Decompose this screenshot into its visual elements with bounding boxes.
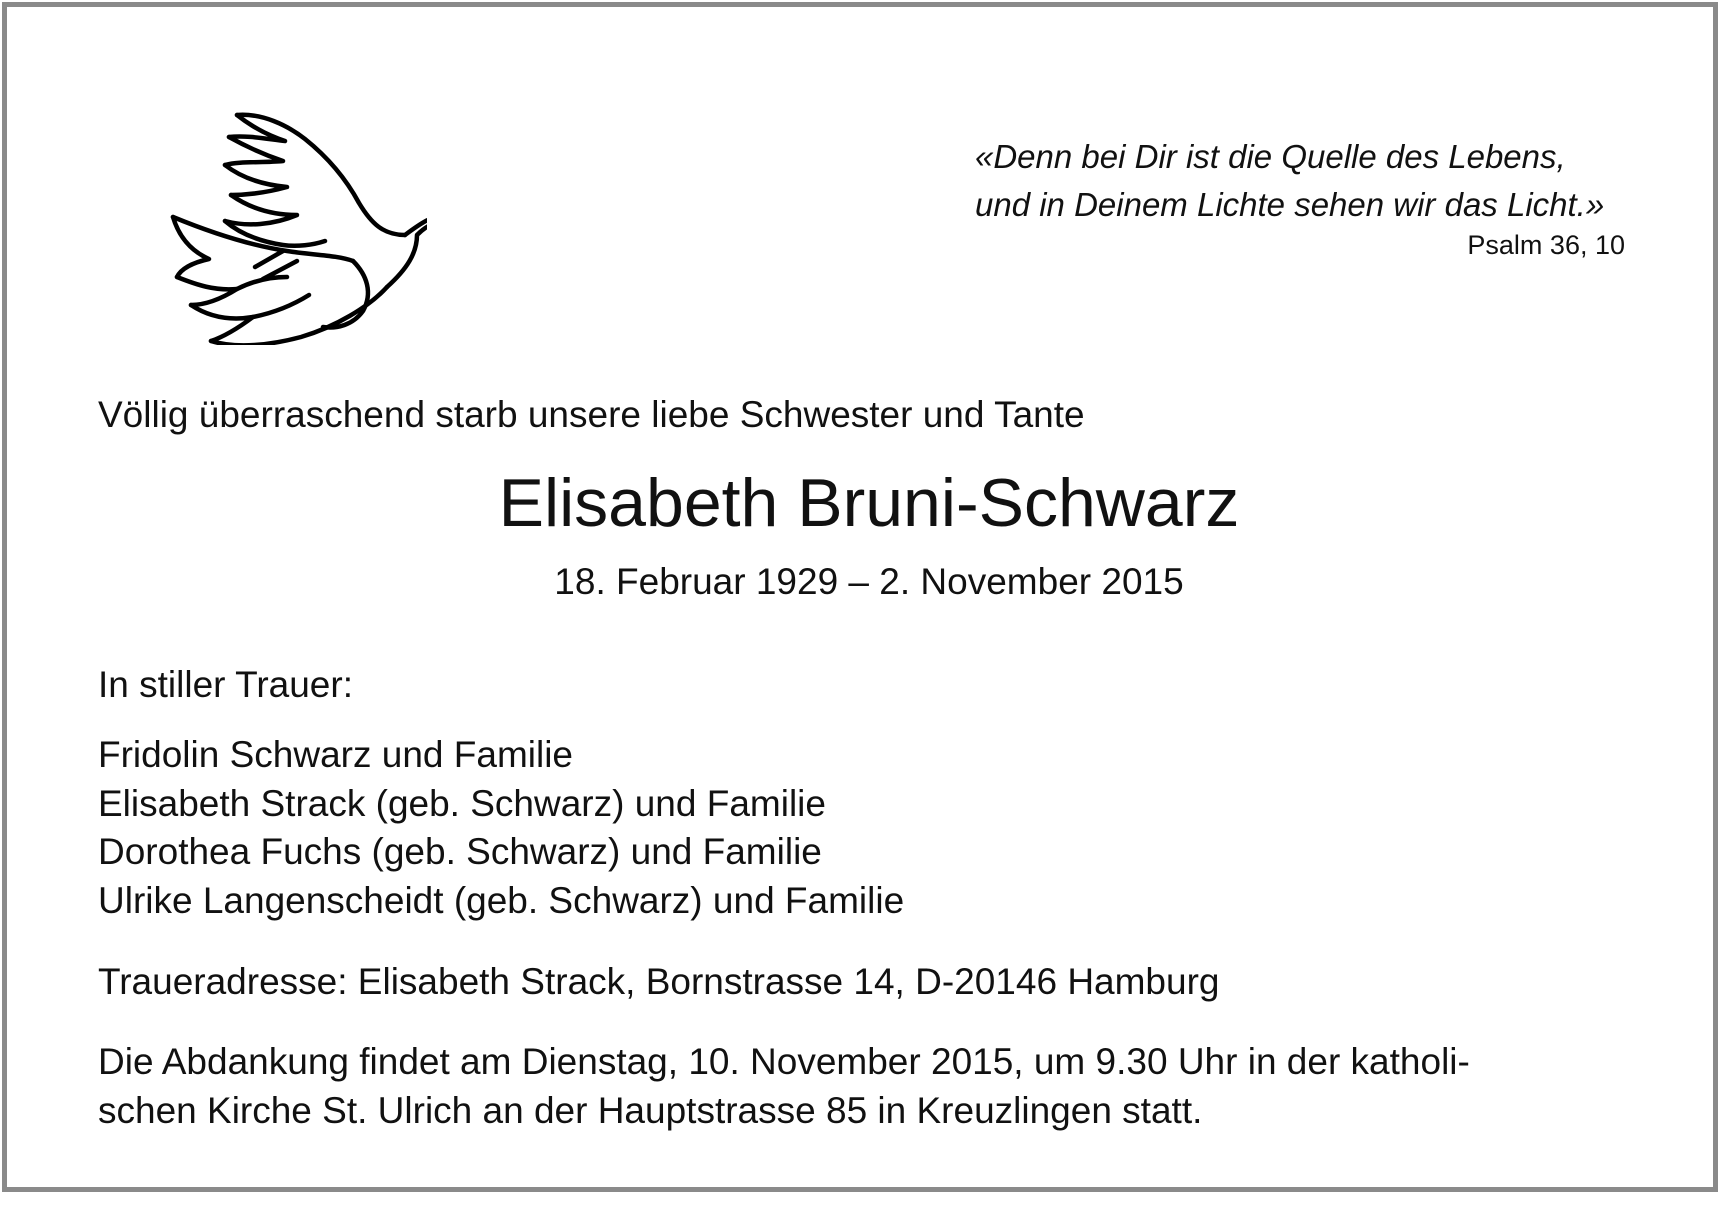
dove-with-olive-branch-icon bbox=[87, 55, 427, 345]
funeral-service-info bbox=[98, 1038, 1470, 1135]
intro-text: Völlig überraschend starb unsere liebe Schwester und Tante bbox=[98, 394, 1085, 435]
quote-source: Psalm 36, 10 bbox=[1467, 230, 1625, 260]
bible-quote bbox=[975, 133, 1655, 229]
mourning-heading: In stiller Trauer: bbox=[98, 664, 353, 705]
quote-line-2: und in Deinem Lichte sehen wir das Licht.» bbox=[975, 186, 1605, 223]
quote-line-1: «Denn bei Dir ist die Quelle des Lebens, bbox=[975, 138, 1566, 175]
mourner-item: Ulrike Langenscheidt (geb. Schwarz) und Familie bbox=[98, 879, 905, 921]
mourning-address: Traueradresse: Elisabeth Strack, Bornstrasse 14, D-20146 Hamburg bbox=[98, 961, 1220, 1002]
life-dates: 18. Februar 1929 – 2. November 2015 bbox=[554, 561, 1184, 602]
mourner-item: Dorothea Fuchs (geb. Schwarz) und Familie bbox=[98, 831, 822, 872]
mourner-item: Elisabeth Strack (geb. Schwarz) und Familie bbox=[98, 782, 826, 824]
obituary-card bbox=[2, 2, 1718, 1192]
mourners-list bbox=[98, 731, 904, 925]
service-line-2: schen Kirche St. Ulrich an der Hauptstrasse 85 in Kreuzlingen statt. bbox=[98, 1089, 1203, 1131]
mourner-item: Fridolin Schwarz und Familie bbox=[98, 734, 574, 775]
service-line-1: Die Abdankung findet am Dienstag, 10. November 2015, um 9.30 Uhr in der katholi- bbox=[98, 1041, 1470, 1082]
deceased-name: Elisabeth Bruni-Schwarz bbox=[498, 465, 1240, 541]
